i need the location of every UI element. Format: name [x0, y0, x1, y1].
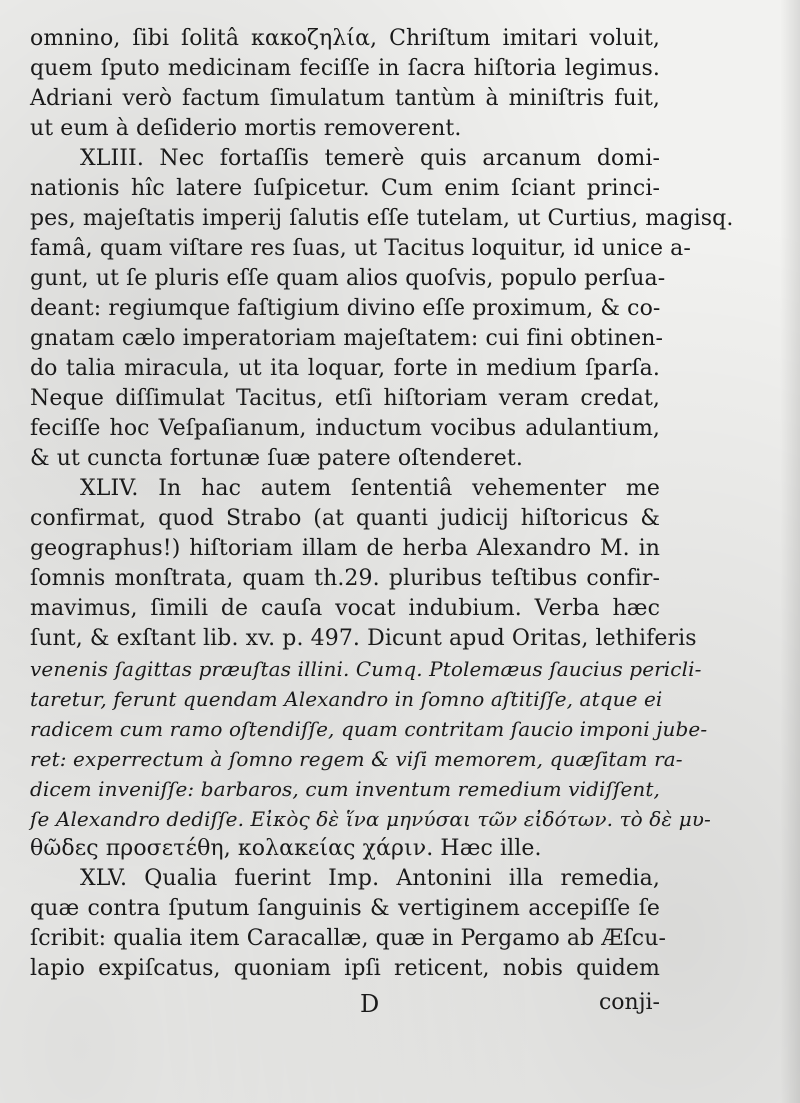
catchword: conji- — [598, 990, 660, 1015]
text-line: ſomnis monſtrata, quam th.29. pluribus teſtibus confir- — [30, 566, 660, 591]
text-line: quæ contra ſputum ſanguinis & vertiginem accepiſſe ſe — [30, 896, 660, 921]
text-line: pes, majeſtatis imperij ſalutis eſſe tutelam, ut Curtius, magisq. — [30, 206, 734, 231]
text-line: Adriani verò factum ſimulatum tantùm à miniſtris fuit, — [30, 86, 660, 111]
text-line: & ut cuncta fortunæ ſuæ patere oſtenderet. — [30, 446, 523, 471]
text-line: nationis hîc latere ſuſpicetur. Cum enim ſciant princi- — [30, 176, 660, 201]
text-line: famâ, quam viſtare res ſuas, ut Tacitus loquitur, id unice a- — [30, 236, 691, 261]
text-line: ut eum à deſiderio mortis removerent. — [30, 116, 462, 141]
text-line: confirmat, quod Strabo (at quanti judicij hiſtoricus & — [30, 506, 660, 531]
body-text — [30, 24, 734, 984]
text-line: Neque diſſimulat Tacitus, etſi hiſtoriam veram credat, — [30, 386, 660, 411]
text-line: ſcribit: qualia item Caracallæ, quæ in Pergamo ab Æſcu- — [30, 926, 666, 951]
text-line: feciſſe hoc Veſpaſianum, inductum vocibus adulantium, — [30, 416, 660, 441]
text-line: mavimus, ſimili de cauſa vocat indubium. Verba hæc — [30, 596, 660, 621]
greek-quotation-line: θῶδες προσετέθη, κολακείας χάριν. Hæc ille. — [30, 836, 542, 861]
quotation-line: radicem cum ramo oſtendiſſe, quam contritam ſaucio imponi jube- — [30, 717, 708, 741]
text-line: quem ſputo medicinam feciſſe in ſacra hiſtoria legimus. — [30, 56, 660, 81]
text-line: gnatam cælo imperatoriam majeſtatem: cui fini obtinen- — [30, 326, 664, 351]
page-footer — [30, 990, 660, 1020]
quotation-line: taretur, ferunt quendam Alexandro in ſomno aſtitiſſe, atque ei — [30, 687, 663, 711]
text-line: omnino, ſibi ſolitâ κακοζηλία, Chriſtum imitari voluit, — [30, 26, 660, 51]
quotation-line: ret: experrectum à ſomno regem & viſi memorem, quæſitam ra- — [30, 747, 683, 771]
paragraph-heading-xliv: XLIV. In hac autem ſententiâ vehementer me — [80, 476, 660, 501]
signature-mark: D — [360, 990, 380, 1018]
greek-quotation-line: ſe Alexandro dediſſe. Εἰκὸς δὲ ἵνα μηνύσαι τῶν εἰδότων. τὸ δὲ μυ- — [30, 807, 711, 831]
paragraph-heading-xliii: XLIII. Nec fortaſſis temerè quis arcanum domi- — [80, 146, 660, 171]
text-line: do talia miracula, ut ita loquar, forte in medium ſparſa. — [30, 356, 660, 381]
text-line: deant: regiumque faſtigium divino eſſe proximum, & co- — [30, 296, 661, 321]
text-line: lapio expiſcatus, quoniam ipſi reticent, nobis quidem — [30, 956, 660, 981]
quotation-line: venenis ſagittas præuſtas illini. Cumq. Ptolemæus ſaucius pericli- — [30, 657, 702, 681]
text-line: ſunt, & exſtant lib. xv. p. 497. Dicunt apud Oritas, lethiferis — [30, 626, 697, 651]
paragraph-heading-xlv: XLV. Qualia fuerint Imp. Antonini illa remedia, — [80, 866, 660, 891]
text-line: geographus!) hiſtoriam illam de herba Alexandro M. in — [30, 536, 660, 561]
text-line: gunt, ut ſe pluris eſſe quam alios quoſvis, populo perſua- — [30, 266, 666, 291]
quotation-line: dicem inveniſſe: barbaros, cum inventum remedium vidiſſent, — [30, 777, 660, 801]
page-edge-shadow — [780, 0, 800, 1103]
